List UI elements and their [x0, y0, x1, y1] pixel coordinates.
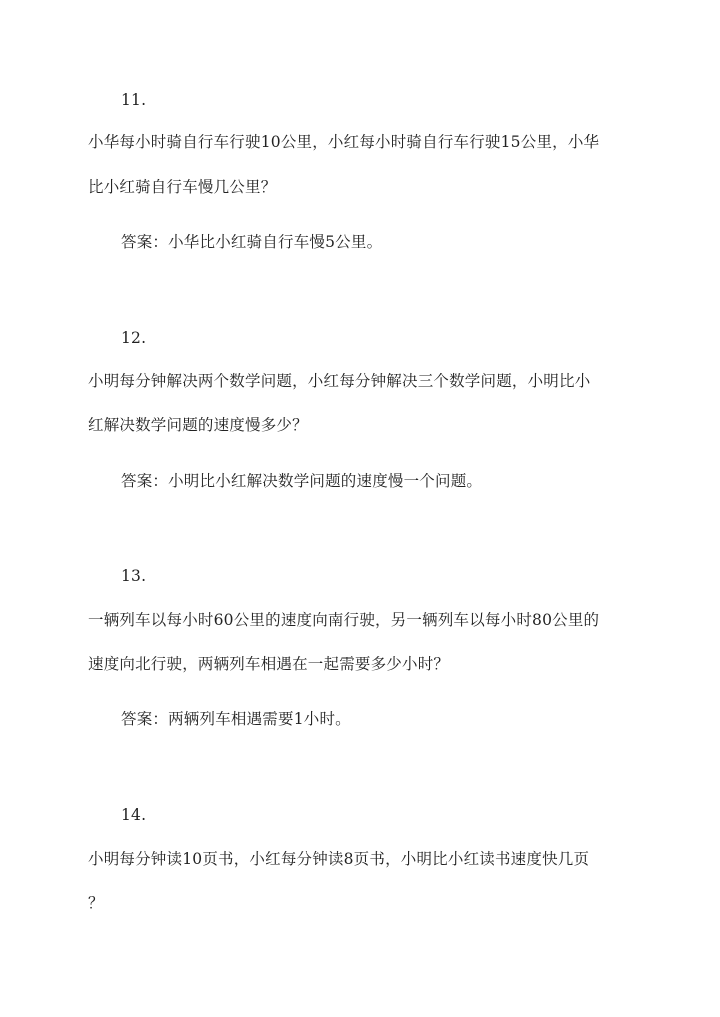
question-text-line: 红解决数学问题的速度慢多少？: [88, 416, 308, 434]
question-text-line: 小明每分钟读10页书，小红每分钟读8页书，小明比小红读书速度快几页: [88, 850, 590, 868]
answer-text: 答案：两辆列车相遇需要1小时。: [121, 710, 351, 728]
question-number: 13.: [121, 567, 147, 585]
question-number: 14.: [121, 806, 147, 824]
answer-text: 答案：小华比小红骑自行车慢5公里。: [121, 233, 383, 251]
question-text-line: 小明每分钟解决两个数学问题，小红每分钟解决三个数学问题，小明比小: [88, 372, 591, 390]
question-text-line: 一辆列车以每小时60公里的速度向南行驶，另一辆列车以每小时80公里的: [88, 611, 600, 629]
question-text-line: 比小红骑自行车慢几公里？: [88, 178, 277, 196]
question-number: 12.: [121, 329, 147, 347]
answer-text: 答案：小明比小红解决数学问题的速度慢一个问题。: [121, 472, 483, 490]
question-text-line: ？: [88, 894, 104, 912]
question-text-line: 小华每小时骑自行车行驶10公里，小红每小时骑自行车行驶15公里，小华: [88, 133, 600, 151]
question-text-line: 速度向北行驶，两辆列车相遇在一起需要多少小时？: [88, 655, 450, 673]
question-number: 11.: [121, 91, 147, 109]
